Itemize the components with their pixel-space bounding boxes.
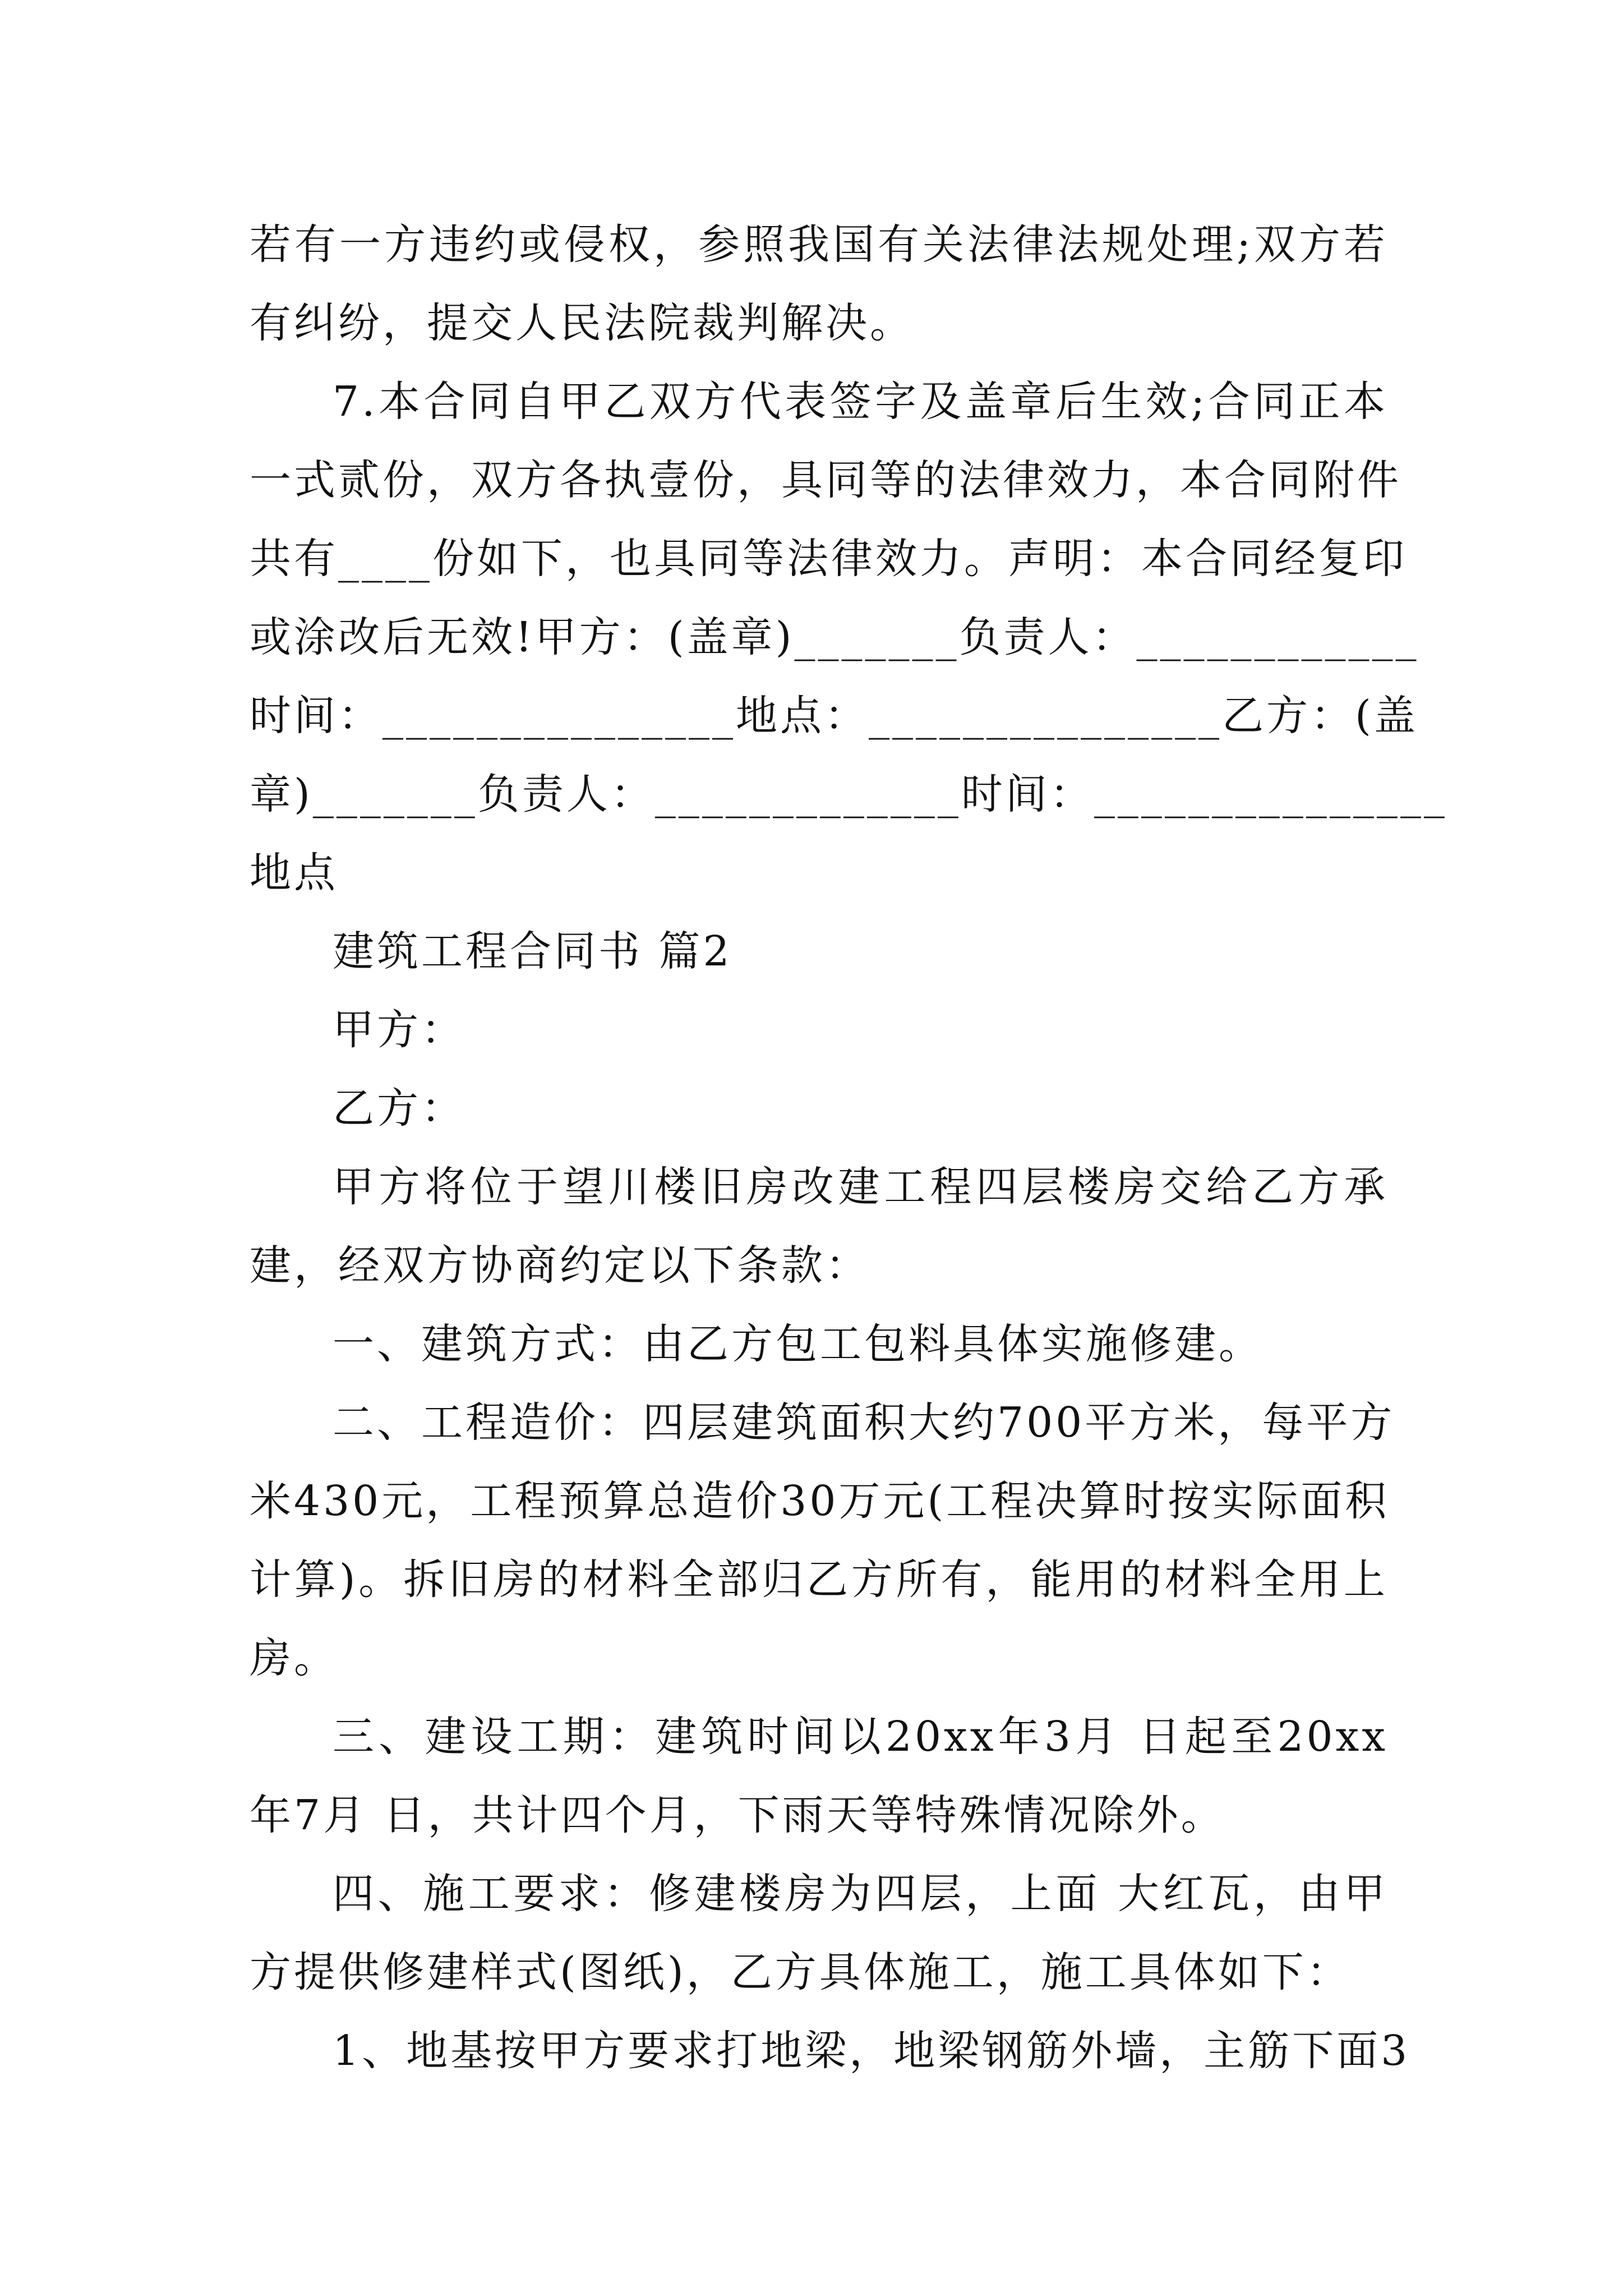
text-line: 7.本合同自甲乙双方代表签字及盖章后生效;合同正本: [333, 378, 1388, 426]
text-line: 建筑工程合同书 篇2: [333, 927, 732, 976]
text-line: 建，经双方协商约定以下条款：: [250, 1241, 870, 1290]
text-line: 或涂改后无效!甲方：(盖章)_______负责人：____________: [250, 613, 1419, 661]
text-line: 1、地基按甲方要求打地梁，地梁钢筋外墙，主筋下面3: [333, 2027, 1410, 2075]
text-line: 甲方将位于望川楼旧房改建工程四层楼房交给乙方承: [333, 1163, 1388, 1211]
text-line: 乙方：: [333, 1084, 465, 1133]
text-line: 若有一方违约或侵权，参照我国有关法律法规处理;双方若: [250, 220, 1388, 269]
text-line: 有纠纷，提交人民法院裁判解决。: [250, 299, 914, 347]
text-line: 三、建设工期：建筑时间以20xx年3月 日起至20xx: [333, 1713, 1388, 1761]
text-line: 四、施工要求：修建楼房为四层，上面 大红瓦，由甲: [333, 1870, 1388, 1918]
text-line: 时间：_______________地点：_______________乙方：(盖: [250, 692, 1418, 740]
text-line: 一式贰份，双方各执壹份，具同等的法律效力，本合同附件: [250, 456, 1401, 504]
text-line: 二、工程造价：四层建筑面积大约700平方米，每平方: [333, 1398, 1395, 1447]
text-line: 房。: [250, 1634, 338, 1682]
text-line: 章)_______负责人：_____________时间：_______________: [250, 770, 1447, 818]
text-line: 米430元，工程预算总造价30万元(工程决算时按实际面积: [250, 1477, 1390, 1525]
text-line: 地点: [250, 849, 338, 897]
text-line: 一、建筑方式：由乙方包工包料具体实施修建。: [333, 1320, 1263, 1368]
text-line: 方提供修建样式(图纸)，乙方具体施工，施工具体如下：: [250, 1948, 1351, 1996]
text-line: 共有____份如下，也具同等法律效力。声明：本合同经复印: [250, 535, 1407, 583]
text-line: 计算)。拆旧房的材料全部归乙方所有，能用的材料全用上: [250, 1556, 1388, 1604]
text-line: 甲方：: [333, 1006, 465, 1054]
document-body: [250, 205, 1447, 2090]
text-line: 年7月 日，共计四个月，下雨天等特殊情况除外。: [250, 1791, 1225, 1839]
